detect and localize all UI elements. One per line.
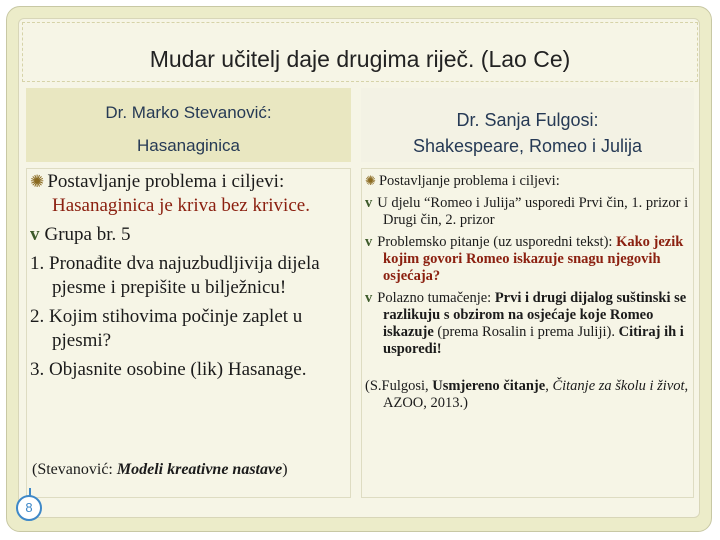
left-question-3: 3. Objasnite osobine (lik) Hasanage.	[30, 359, 307, 380]
left-source	[32, 461, 352, 479]
checkmark-bullet-icon: v	[365, 234, 373, 250]
left-item-group	[30, 223, 348, 247]
left-heading-work: Hasanaginica	[136, 136, 240, 155]
right-item-question-highlight: Kako jezik kojim govori Romeo iskazuje snagu njegovih osjećaja?	[383, 234, 684, 284]
checkmark-bullet-icon: v	[365, 195, 373, 211]
right-item-interpretation-normal: (prema Rosalin i prema Juliji).	[433, 324, 619, 340]
left-item-problem	[30, 170, 348, 218]
right-citation-mid: ,	[545, 378, 553, 394]
right-item-question-label: Problemsko pitanje (uz usporedni tekst):	[377, 234, 617, 250]
right-citation	[365, 378, 695, 412]
page-number-badge: 8	[16, 495, 42, 521]
left-item-group-label: Grupa br. 5	[44, 224, 131, 245]
left-question-1: 1. Pronađite dva najuzbudljivija dijela pjesme i prepišite u bilježnicu!	[30, 253, 320, 298]
right-heading-author: Dr. Sanja Fulgosi:	[456, 110, 599, 130]
right-citation-prefix: (S.Fulgosi,	[365, 378, 433, 394]
left-heading-author: Dr. Marko Stevanović:	[105, 103, 272, 122]
right-item-interpretation-bold2: Citiraj ih i usporedi!	[383, 324, 684, 357]
left-source-title: Modeli kreativne nastave	[116, 461, 283, 478]
left-question-2: 2. Kojim stihovima počinje zaplet u pjesmi?	[30, 306, 303, 351]
right-item-task-text: U djelu “Romeo i Julija” usporedi Prvi čin, 1. prizor i Drugi čin, 2. prizor	[377, 195, 689, 228]
right-item-interpretation-label: Polazno tumačenje:	[377, 290, 495, 306]
sun-bullet-icon: ✺	[30, 172, 45, 191]
left-content	[30, 170, 348, 387]
right-item-task	[365, 195, 695, 229]
checkmark-bullet-icon: v	[30, 224, 40, 245]
right-item-interpretation	[365, 290, 695, 358]
left-heading	[26, 96, 351, 162]
left-item-problem-label: Postavljanje problema i ciljevi:	[47, 171, 285, 192]
left-item-problem-highlight: Hasanaginica je kriva bez krivice.	[52, 195, 310, 216]
left-source-suffix: )	[282, 461, 288, 478]
right-citation-suffix: , AZOO, 2013.)	[383, 378, 689, 411]
sun-bullet-icon: ✺	[365, 173, 376, 188]
right-citation-italic: Čitanje za školu i život	[552, 378, 685, 394]
right-heading-work: Shakespeare, Romeo i Julija	[412, 136, 643, 156]
right-item-question	[365, 234, 695, 285]
right-citation-bold: Usmjereno čitanje	[432, 378, 546, 394]
slide-title: Mudar učitelj daje drugima riječ. (Lao Ce)	[149, 46, 571, 72]
left-source-prefix: (Stevanović:	[32, 461, 117, 478]
right-item-problem	[365, 172, 695, 190]
right-content	[365, 172, 695, 417]
right-heading	[361, 107, 694, 159]
right-item-problem-label: Postavljanje problema i ciljevi:	[378, 173, 560, 189]
checkmark-bullet-icon: v	[365, 290, 373, 306]
right-item-interpretation-bold1: Prvi i drugi dijalog suštinski se razlikuju s obzirom na osjećaje koje Romeo iskazuje	[383, 290, 687, 340]
